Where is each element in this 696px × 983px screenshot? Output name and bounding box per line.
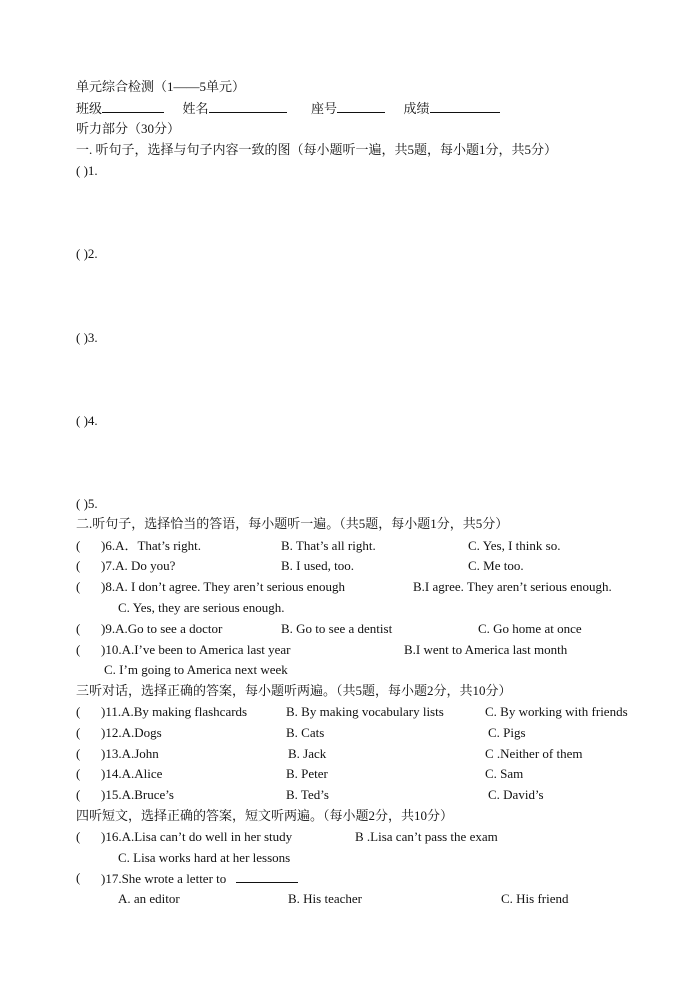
answer-paren[interactable]: ( bbox=[76, 870, 81, 885]
q17-option-c[interactable]: C. His friend bbox=[501, 891, 569, 906]
name-blank[interactable] bbox=[209, 100, 287, 113]
info-line bbox=[76, 100, 500, 117]
q17-option-a[interactable]: A. an editor bbox=[118, 891, 180, 906]
q11-option-c[interactable]: C. By working with friends bbox=[485, 704, 628, 719]
q16-option-b[interactable]: B .Lisa can’t pass the exam bbox=[355, 829, 498, 844]
answer-paren[interactable]: ( bbox=[76, 704, 81, 719]
class-blank[interactable] bbox=[102, 100, 164, 113]
q12-option-a[interactable]: )12.A.Dogs bbox=[101, 725, 162, 740]
q13-option-c[interactable]: C .Neither of them bbox=[485, 746, 583, 761]
question-5[interactable]: ( )5. bbox=[76, 496, 98, 511]
q14-option-c[interactable]: C. Sam bbox=[485, 766, 524, 781]
q13-option-b[interactable]: B. Jack bbox=[288, 746, 327, 761]
q10-option-a[interactable]: )10.A.I’ve been to America last year bbox=[101, 642, 291, 657]
answer-paren[interactable]: ( bbox=[76, 766, 81, 781]
q9-option-b[interactable]: B. Go to see a dentist bbox=[281, 621, 393, 636]
q15-option-c[interactable]: C. David’s bbox=[488, 787, 544, 802]
class-label: 班级 bbox=[76, 101, 103, 116]
q8-option-b[interactable]: B.I agree. They aren’t serious enough. bbox=[413, 579, 612, 594]
answer-paren[interactable]: ( bbox=[76, 787, 81, 802]
q10-option-c[interactable]: C. I’m going to America next week bbox=[104, 662, 288, 677]
q17-stem: )17.She wrote a letter to bbox=[101, 871, 227, 886]
q11-option-a[interactable]: )11.A.By making flashcards bbox=[101, 704, 248, 719]
q11-option-b[interactable]: B. By making vocabulary lists bbox=[286, 704, 444, 719]
section4-heading: 四听短文，选择正确的答案，短文听两遍。（每小题2分，共10分） bbox=[76, 808, 454, 823]
q10-option-b[interactable]: B.I went to America last month bbox=[404, 642, 568, 657]
q15-option-a[interactable]: )15.A.Bruce’s bbox=[101, 787, 174, 802]
section1-heading: 一. 听句子，选择与句子内容一致的图（每小题听一遍，共5题，每小题1分，共5分） bbox=[76, 142, 558, 157]
answer-paren[interactable]: ( bbox=[76, 642, 81, 657]
q6-option-c[interactable]: C. Yes, I think so. bbox=[468, 538, 561, 553]
exam-title: 单元综合检测（1——5单元） bbox=[76, 79, 246, 94]
section2-heading: 二.听句子，选择恰当的答语，每小题听一遍。（共5题，每小题1分，共5分） bbox=[76, 516, 509, 531]
answer-paren[interactable]: ( bbox=[76, 558, 81, 573]
question-2[interactable]: ( )2. bbox=[76, 246, 98, 261]
q6-option-b[interactable]: B. That’s all right. bbox=[281, 538, 376, 553]
q8-option-c[interactable]: C. Yes, they are serious enough. bbox=[118, 600, 285, 615]
q12-option-c[interactable]: C. Pigs bbox=[488, 725, 526, 740]
q13-option-a[interactable]: )13.A.John bbox=[101, 746, 159, 761]
q17-answer-blank[interactable] bbox=[236, 870, 298, 883]
question-1[interactable]: ( )1. bbox=[76, 163, 98, 178]
q17-option-b[interactable]: B. His teacher bbox=[288, 891, 363, 906]
listening-title: 听力部分（30分） bbox=[76, 121, 181, 136]
seat-blank[interactable] bbox=[337, 100, 385, 113]
q9-option-a[interactable]: )9.A.Go to see a doctor bbox=[101, 621, 223, 636]
q7-option-b[interactable]: B. I used, too. bbox=[281, 558, 354, 573]
q7-option-a[interactable]: )7.A. Do you? bbox=[101, 558, 176, 573]
q7-option-c[interactable]: C. Me too. bbox=[468, 558, 524, 573]
q12-option-b[interactable]: B. Cats bbox=[286, 725, 325, 740]
q15-option-b[interactable]: B. Ted’s bbox=[286, 787, 329, 802]
q16-option-a[interactable]: )16.A.Lisa can’t do well in her study bbox=[101, 829, 293, 844]
q14-option-b[interactable]: B. Peter bbox=[286, 766, 328, 781]
q16-option-c[interactable]: C. Lisa works hard at her lessons bbox=[118, 850, 291, 865]
name-label: 姓名 bbox=[182, 101, 209, 116]
answer-paren[interactable]: ( bbox=[76, 829, 81, 844]
q6-option-a[interactable]: )6.A．That’s right. bbox=[101, 538, 202, 553]
answer-paren[interactable]: ( bbox=[76, 621, 81, 636]
score-blank[interactable] bbox=[430, 100, 500, 113]
question-4[interactable]: ( )4. bbox=[76, 413, 98, 428]
question-3[interactable]: ( )3. bbox=[76, 330, 98, 345]
q8-option-a[interactable]: )8.A. I don’t agree. They aren’t serious enough bbox=[101, 579, 346, 594]
answer-paren[interactable]: ( bbox=[76, 725, 81, 740]
q17-stem-line bbox=[101, 870, 298, 887]
section3-heading: 三听对话，选择正确的答案，每小题听两遍。（共5题，每小题2分，共10分） bbox=[76, 683, 512, 698]
answer-paren[interactable]: ( bbox=[76, 746, 81, 761]
q14-option-a[interactable]: )14.A.Alice bbox=[101, 766, 163, 781]
score-label: 成绩 bbox=[403, 101, 430, 116]
seat-label: 座号 bbox=[311, 101, 338, 116]
answer-paren[interactable]: ( bbox=[76, 579, 81, 594]
q9-option-c[interactable]: C. Go home at once bbox=[478, 621, 582, 636]
answer-paren[interactable]: ( bbox=[76, 538, 81, 553]
